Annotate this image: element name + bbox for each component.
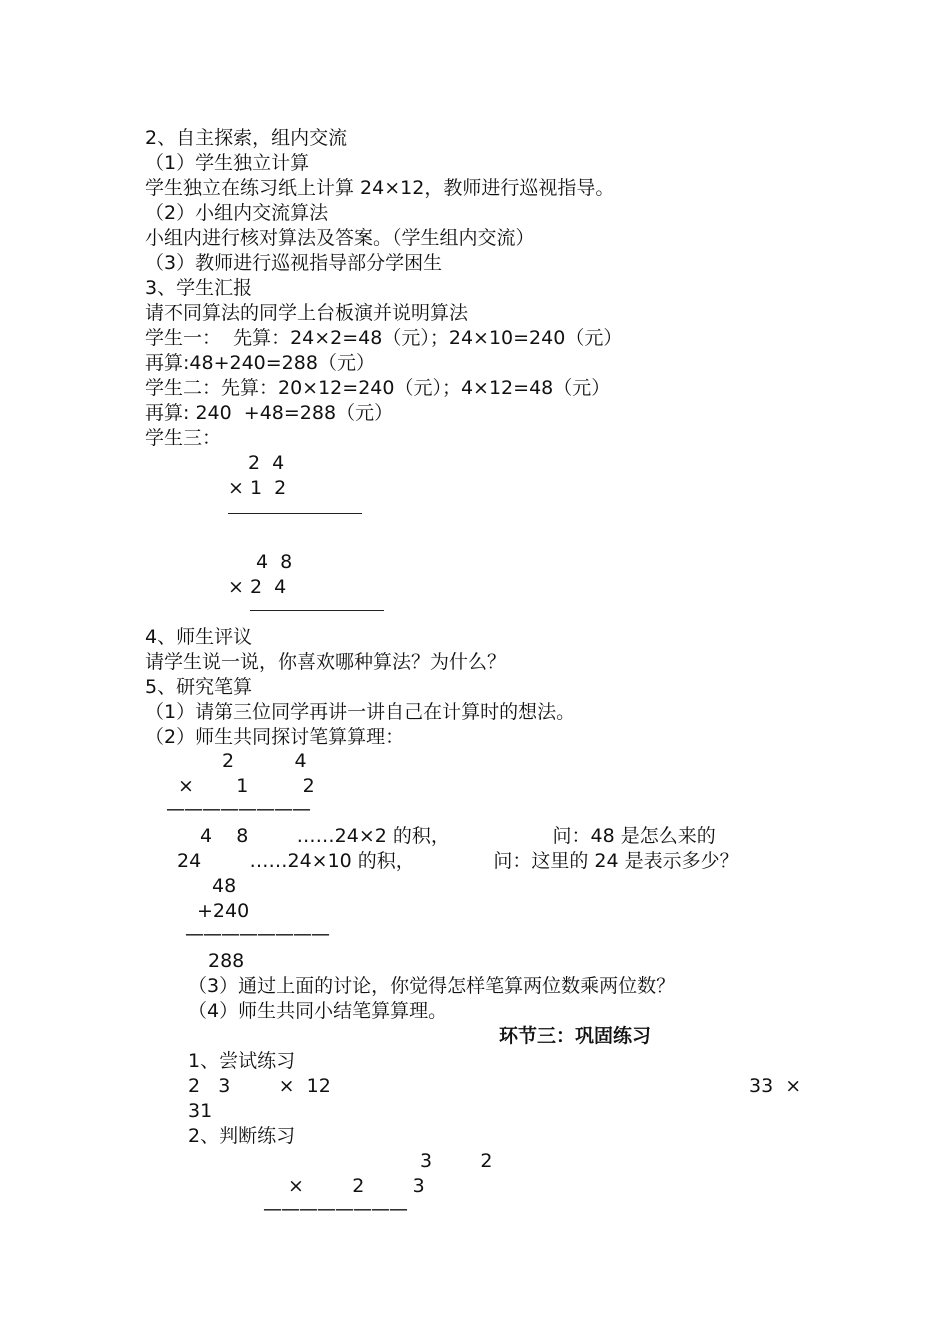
body-text: 学生独立在练习纸上计算 24×12，教师进行巡视指导。 (145, 177, 615, 199)
body-text: 学生一： 先算：24×2=48（元）；24×10=240（元） (145, 327, 623, 349)
calc-dash-rule: ———————— (166, 798, 310, 820)
vertical-calc-row: 4 8 (256, 551, 293, 573)
section-heading-practice: 环节三：巩固练习 (499, 1025, 652, 1047)
section-heading-judge: 2、判断练习 (188, 1125, 296, 1147)
vertical-calc-row: +240 (197, 900, 250, 922)
body-text: 学生二：先算：20×12=240（元）；4×12=48（元） (145, 377, 611, 399)
step-text: （4）师生共同小结笔算算理。 (188, 1000, 448, 1022)
section-heading-study: 5、研究笔算 (145, 676, 253, 698)
vertical-calc-row: 2 4 (248, 452, 285, 474)
step-text: （3）通过上面的讨论，你觉得怎样笔算两位数乘两位数？ (188, 975, 676, 997)
body-text: 请不同算法的同学上台板演并说明算法 (145, 302, 469, 324)
vertical-calc-row: 4 8 ……24×2 的积， 问：48 是怎么来的 (200, 825, 716, 847)
section-heading-review: 4、师生评议 (145, 626, 253, 648)
calc-rule (250, 610, 384, 611)
step-text: （1）请第三位同学再讲一讲自己在计算时的想法。 (145, 701, 576, 723)
exercise-text: 2 3 × 12 (188, 1075, 331, 1097)
body-text: 再算: 240 +48=288（元） (145, 402, 394, 424)
body-text: 再算:48+240=288（元） (145, 352, 375, 374)
exercise-text: 33 × (749, 1075, 802, 1097)
section-heading-try: 1、尝试练习 (188, 1050, 296, 1072)
vertical-calc-row: 24 ……24×10 的积， 问：这里的 24 是表示多少？ (177, 850, 739, 872)
vertical-calc-row: 288 (208, 950, 245, 972)
calc-dash-rule: ———————— (185, 923, 329, 945)
body-text: 请学生说一说，你喜欢哪种算法？为什么？ (145, 651, 507, 673)
step-text: （1）学生独立计算 (145, 152, 310, 174)
section-heading-explore: 2、自主探索，组内交流 (145, 127, 348, 149)
vertical-calc-row: 2 4 (222, 750, 307, 772)
vertical-calc-row: × 1 2 (228, 477, 287, 499)
body-text: 小组内进行核对算法及答案。（学生组内交流） (145, 227, 535, 249)
vertical-calc-row: × 2 4 (228, 576, 287, 598)
step-text: （3）教师进行巡视指导部分学困生 (145, 252, 443, 274)
step-text: （2）师生共同探讨笔算算理： (145, 726, 405, 748)
exercise-text: 31 (188, 1100, 213, 1122)
vertical-calc-row: × 2 3 (288, 1175, 425, 1197)
step-text: （2）小组内交流算法 (145, 202, 329, 224)
section-heading-report: 3、学生汇报 (145, 277, 253, 299)
calc-rule (228, 513, 362, 514)
vertical-calc-row: 48 (212, 875, 237, 897)
vertical-calc-row: 3 2 (420, 1150, 493, 1172)
body-text: 学生三： (145, 427, 222, 449)
vertical-calc-row: × 1 2 (178, 775, 315, 797)
calc-dash-rule: ———————— (263, 1198, 407, 1220)
